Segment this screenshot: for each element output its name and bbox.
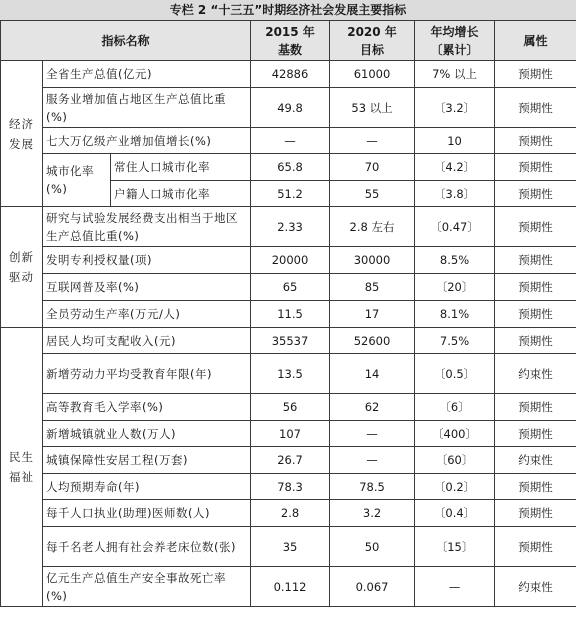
value-2015: 20000: [251, 247, 330, 274]
value-attr: 预期性: [495, 301, 576, 328]
indicator-name: 七大万亿级产业增加值增长(%): [43, 128, 251, 154]
value-2015: 42886: [251, 61, 330, 88]
value-2020: 30000: [330, 247, 415, 274]
table-row: [1, 274, 576, 301]
value-attr: 预期性: [495, 421, 576, 447]
value-growth: 〔0.47〕: [415, 207, 495, 247]
indicator-name: 常住人口城市化率: [111, 154, 251, 181]
value-attr: 预期性: [495, 181, 576, 207]
header-2015: 2015 年 基数: [251, 21, 330, 61]
value-2015: 0.112: [251, 567, 330, 607]
value-growth: 8.5%: [415, 247, 495, 274]
value-2020: —: [330, 128, 415, 154]
indicator-name: 每千人口执业(助理)医师数(人): [43, 500, 251, 527]
value-growth: 〔3.2〕: [415, 88, 495, 128]
value-attr: 预期性: [495, 247, 576, 274]
indicator-name: 互联网普及率(%): [43, 274, 251, 301]
indicators-table: [0, 20, 576, 607]
indicator-name: 户籍人口城市化率: [111, 181, 251, 207]
table-row: [1, 154, 576, 181]
table-row: [1, 500, 576, 527]
value-growth: 〔0.4〕: [415, 500, 495, 527]
value-2020: 85: [330, 274, 415, 301]
table-row: [1, 527, 576, 567]
value-2015: 49.8: [251, 88, 330, 128]
table-row: [1, 421, 576, 447]
value-2015: 51.2: [251, 181, 330, 207]
value-2020: —: [330, 421, 415, 447]
value-growth: 〔3.8〕: [415, 181, 495, 207]
value-2020: 61000: [330, 61, 415, 88]
table-row: [1, 207, 576, 247]
value-2020: 17: [330, 301, 415, 328]
value-growth: 8.1%: [415, 301, 495, 328]
value-2020: 52600: [330, 328, 415, 354]
value-attr: 预期性: [495, 394, 576, 421]
table-row: [1, 128, 576, 154]
value-2015: 78.3: [251, 474, 330, 500]
value-2015: 13.5: [251, 354, 330, 394]
header-row: [1, 21, 576, 61]
value-2015: 56: [251, 394, 330, 421]
table-row: [1, 301, 576, 328]
value-2015: 65: [251, 274, 330, 301]
indicator-name: 发明专利授权量(项): [43, 247, 251, 274]
category-livelihood: 民生福祉: [1, 328, 43, 607]
value-2015: 107: [251, 421, 330, 447]
value-attr: 预期性: [495, 274, 576, 301]
header-attr: 属性: [495, 21, 576, 61]
value-attr: 约束性: [495, 447, 576, 474]
value-growth: 〔400〕: [415, 421, 495, 447]
value-2020: 62: [330, 394, 415, 421]
indicator-name: 全员劳动生产率(万元/人): [43, 301, 251, 328]
category-economy: 经济发展: [1, 61, 43, 207]
value-attr: 预期性: [495, 527, 576, 567]
value-attr: 预期性: [495, 128, 576, 154]
value-2015: 35537: [251, 328, 330, 354]
value-growth: 〔20〕: [415, 274, 495, 301]
indicator-name: 每千名老人拥有社会养老床位数(张): [43, 527, 251, 567]
value-attr: 约束性: [495, 354, 576, 394]
value-attr: 约束性: [495, 567, 576, 607]
value-growth: 〔0.2〕: [415, 474, 495, 500]
value-2020: 55: [330, 181, 415, 207]
value-growth: 7.5%: [415, 328, 495, 354]
value-2020: 3.2: [330, 500, 415, 527]
value-attr: 预期性: [495, 61, 576, 88]
value-2015: 65.8: [251, 154, 330, 181]
value-attr: 预期性: [495, 474, 576, 500]
value-growth: 〔60〕: [415, 447, 495, 474]
header-indicator: 指标名称: [1, 21, 251, 61]
indicator-name: 居民人均可支配收入(元): [43, 328, 251, 354]
table-row: [1, 567, 576, 607]
value-2015: 2.33: [251, 207, 330, 247]
indicator-name: 人均预期寿命(年): [43, 474, 251, 500]
table-row: [1, 247, 576, 274]
table-row: [1, 88, 576, 128]
indicator-group-urbanization: 城市化率(%): [43, 154, 111, 207]
value-growth: —: [415, 567, 495, 607]
value-growth: 〔0.5〕: [415, 354, 495, 394]
indicator-name: 城镇保障性安居工程(万套): [43, 447, 251, 474]
indicator-name: 亿元生产总值生产安全事故死亡率(%): [43, 567, 251, 607]
table-row: [1, 328, 576, 354]
value-2015: 26.7: [251, 447, 330, 474]
category-innovation: 创新驱动: [1, 207, 43, 328]
value-2015: 35: [251, 527, 330, 567]
value-growth: 〔15〕: [415, 527, 495, 567]
value-2020: 53 以上: [330, 88, 415, 128]
indicator-name: 新增城镇就业人数(万人): [43, 421, 251, 447]
value-2020: 50: [330, 527, 415, 567]
value-attr: 预期性: [495, 328, 576, 354]
indicator-name: 新增劳动力平均受教育年限(年): [43, 354, 251, 394]
value-2015: —: [251, 128, 330, 154]
value-growth: 7% 以上: [415, 61, 495, 88]
value-attr: 预期性: [495, 500, 576, 527]
header-2020: 2020 年 目标: [330, 21, 415, 61]
indicator-name: 服务业增加值占地区生产总值比重(%): [43, 88, 251, 128]
value-2020: 0.067: [330, 567, 415, 607]
value-attr: 预期性: [495, 207, 576, 247]
value-attr: 预期性: [495, 88, 576, 128]
value-growth: 〔6〕: [415, 394, 495, 421]
value-2015: 11.5: [251, 301, 330, 328]
value-growth: 10: [415, 128, 495, 154]
value-2020: 2.8 左右: [330, 207, 415, 247]
indicator-name: 高等教育毛入学率(%): [43, 394, 251, 421]
header-growth: 年均增长 〔累计〕: [415, 21, 495, 61]
value-2020: 78.5: [330, 474, 415, 500]
table-row: [1, 474, 576, 500]
value-2020: —: [330, 447, 415, 474]
table-row: [1, 394, 576, 421]
value-2015: 2.8: [251, 500, 330, 527]
indicator-name: 研究与试验发展经费支出相当于地区生产总值比重(%): [43, 207, 251, 247]
table-title: 专栏 2 “十三五”时期经济社会发展主要指标: [0, 0, 576, 20]
table-row: [1, 354, 576, 394]
value-2020: 14: [330, 354, 415, 394]
value-attr: 预期性: [495, 154, 576, 181]
table-row: [1, 447, 576, 474]
value-2020: 70: [330, 154, 415, 181]
value-growth: 〔4.2〕: [415, 154, 495, 181]
indicator-name: 全省生产总值(亿元): [43, 61, 251, 88]
table-row: [1, 61, 576, 88]
